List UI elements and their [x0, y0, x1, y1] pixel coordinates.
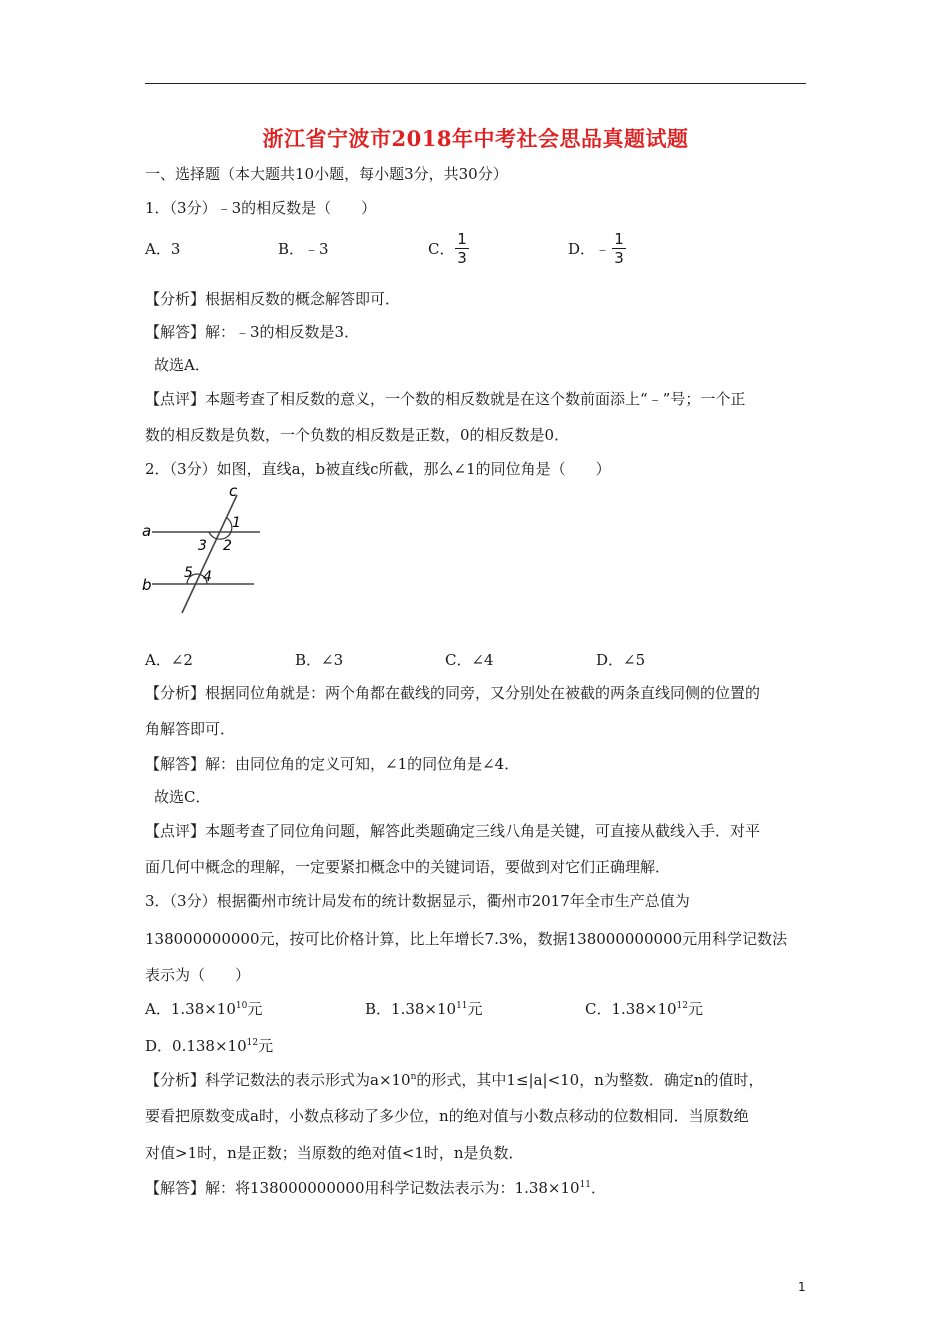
q1-stem: 1．（3分）﹣3的相反数是（ ）: [145, 199, 377, 217]
q3-analysis-line1: 【分析】科学记数法的表示形式为$a\times 10^n$的形式，其中1≤|a|<10，n为整数．确定n的值时，: [145, 1071, 764, 1089]
q3-analysis-line2: 要看把原数变成a时，小数点移动了多少位，n的绝对值与小数点移动的位数相同．当原数绝: [145, 1107, 749, 1125]
label-b: b: [142, 576, 152, 594]
q1-option-c-prefix: C．: [428, 240, 455, 258]
q2-parallel-lines-figure: [140, 483, 265, 618]
page-number: 1: [798, 1280, 806, 1294]
q1-comment-line2: 数的相反数是负数，一个负数的相反数是正数，0的相反数是0．: [145, 426, 570, 444]
q1-option-b: B．﹣3: [278, 240, 329, 258]
q1-option-a: A．3: [145, 240, 181, 258]
fraction-denominator: 3: [457, 249, 467, 267]
q1-analysis: 【分析】根据相反数的概念解答即可．: [145, 290, 401, 308]
fraction-numerator: 1: [457, 230, 467, 248]
q1-choice: 故选A．: [154, 356, 210, 374]
q2-option-c: C．∠4: [445, 651, 494, 669]
q3-answer: 【解答】解：将138000000000用科学记数法表示为：$1.38\times 10^{11}$．: [145, 1179, 607, 1197]
q3-analysis-line3: 对值>1时，n是正数；当原数的绝对值<1时，n是负数．: [145, 1144, 524, 1162]
q3-stem-line3: 表示为（ ）: [145, 966, 251, 984]
q1-answer: 【解答】解：﹣3的相反数是3．: [145, 323, 360, 341]
q3-option-c: C．$1.38\times 10^{12}$元: [585, 1000, 703, 1018]
header-rule: [145, 83, 806, 84]
q3-stem-line2: 138000000000元，按可比价格计算，比上年增长7.3%，数据138000000000元用科学记数法: [145, 930, 788, 948]
label-a: a: [142, 522, 152, 540]
q1-option-c-fraction: [455, 231, 469, 266]
label-2: 2: [223, 538, 232, 554]
q2-option-b: B．∠3: [295, 651, 344, 669]
q3-stem-line1: 3．（3分）根据衢州市统计局发布的统计数据显示，衢州市2017年全市生产总值为: [145, 892, 690, 910]
q2-option-a: A．∠2: [145, 651, 193, 669]
fraction-numerator: 1: [614, 230, 624, 248]
q2-comment-line2: 面几何中概念的理解，一定要紧扣概念中的关键词语，要做到对它们正确理解．: [145, 858, 671, 876]
fraction-denominator: 3: [614, 249, 624, 267]
q2-stem: 2．（3分）如图，直线a，b被直线c所截，那么∠1的同位角是（ ）: [145, 460, 611, 478]
label-c: c: [229, 483, 238, 500]
doc-title: 浙江省宁波市2018年中考社会思品真题试题: [262, 126, 689, 151]
line-c: [182, 495, 237, 613]
label-5: 5: [184, 565, 193, 581]
q3-option-b: B．$1.38\times 10^{11}$元: [365, 1000, 483, 1018]
q1-option-d-fraction: [612, 231, 626, 266]
label-1: 1: [232, 515, 241, 531]
label-3: 3: [198, 538, 207, 554]
q2-answer: 【解答】解：由同位角的定义可知，∠1的同位角是∠4．: [145, 755, 520, 773]
q2-option-d: D．∠5: [596, 651, 646, 669]
q2-comment-line1: 【点评】本题考查了同位角问题，解答此类题确定三线八角是关键，可直接从截线入手．对平: [145, 822, 761, 840]
q2-analysis-line2: 角解答即可．: [145, 720, 236, 738]
q2-analysis-line1: 【分析】根据同位角就是：两个角都在截线的同旁，又分别处在被截的两条直线同侧的位置的: [145, 684, 761, 702]
label-4: 4: [203, 569, 212, 585]
q1-comment-line1: 【点评】本题考查了相反数的意义，一个数的相反数就是在这个数前面添上“﹣”号；一个正: [145, 390, 746, 408]
q1-option-d-prefix: D．﹣: [568, 240, 611, 258]
q2-choice: 故选C．: [154, 788, 211, 806]
q3-option-d: D．$0.138\times 10^{12}$元: [145, 1037, 274, 1055]
q3-option-a: A．$1.38\times 10^{10}$元: [145, 1000, 263, 1018]
section-heading: 一、选择题（本大题共10小题，每小题3分，共30分）: [145, 165, 508, 183]
